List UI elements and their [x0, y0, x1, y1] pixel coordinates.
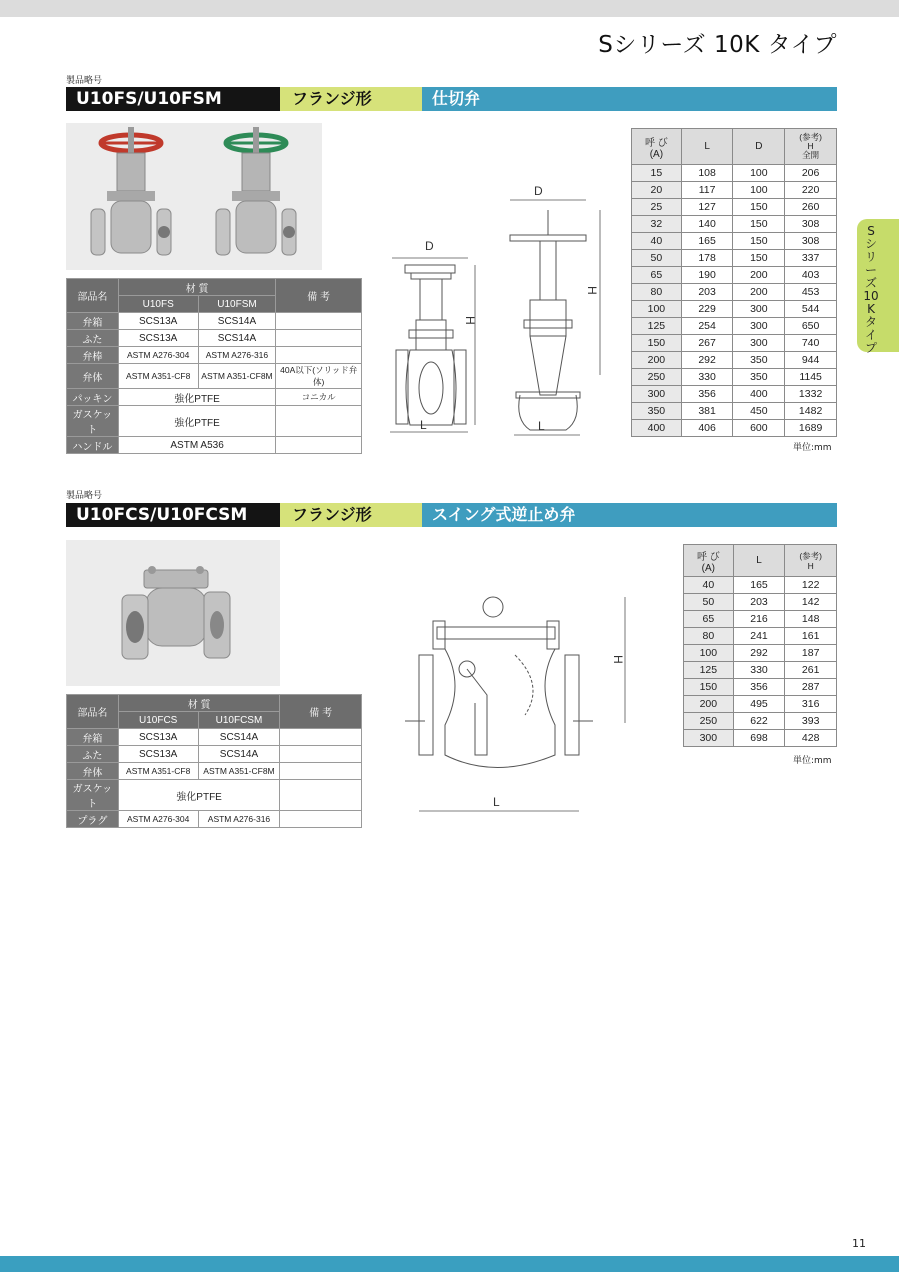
table-row	[684, 577, 837, 594]
side-tab-char: K	[867, 302, 875, 316]
dimension-value: 287	[785, 679, 837, 696]
dimension-value: 698	[733, 730, 785, 747]
dimension-value: 308	[785, 233, 837, 250]
dimension-value: 165	[733, 577, 785, 594]
material-value-a: ASTM A351-CF8	[118, 763, 198, 780]
dimension-value: 300	[733, 335, 785, 352]
side-tab	[857, 219, 899, 355]
table-row	[632, 318, 837, 335]
table-row	[684, 696, 837, 713]
table-row	[67, 406, 362, 437]
dimension-value: 453	[785, 284, 837, 301]
materials-table-check-valve	[66, 694, 362, 828]
nominal-size: 150	[632, 335, 682, 352]
table-row	[67, 330, 362, 347]
table-row	[632, 165, 837, 182]
model-title: U10FS/U10FSM	[66, 87, 280, 111]
header-col-b: U10FCSM	[198, 712, 280, 729]
side-tab-char: S	[867, 224, 875, 238]
header-material: 材 質	[118, 695, 280, 712]
dimension-value: 292	[733, 645, 785, 662]
side-tab-char: リ	[864, 250, 877, 264]
header-note: 備 考	[276, 279, 362, 313]
note-value	[276, 313, 362, 330]
dimension-value: 122	[785, 577, 837, 594]
part-name: ふた	[67, 746, 119, 763]
dimension-value: 740	[785, 335, 837, 352]
table-row	[632, 199, 837, 216]
table-row	[67, 780, 362, 811]
dimension-value: 203	[681, 284, 733, 301]
part-name: 弁体	[67, 763, 119, 780]
dimension-value: 190	[681, 267, 733, 284]
part-name: 弁体	[67, 364, 119, 389]
material-value-b: SCS14A	[198, 330, 276, 347]
dim-header-l: L	[733, 545, 785, 577]
dimension-value: 350	[733, 369, 785, 386]
connection-type: フランジ形	[280, 503, 422, 527]
dimension-value: 100	[733, 165, 785, 182]
side-tab-char: プ	[864, 341, 877, 355]
dimension-value: 337	[785, 250, 837, 267]
note-value	[280, 780, 362, 811]
note-value	[280, 763, 362, 780]
nominal-size: 40	[684, 577, 734, 594]
dimension-value: 140	[681, 216, 733, 233]
material-value-b: ASTM A276-316	[198, 347, 276, 364]
nominal-size: 65	[684, 611, 734, 628]
drawing-label-d-side: D	[425, 239, 434, 253]
dimensions-table-gate-valve	[631, 128, 837, 437]
drawing-label-d-front: D	[534, 184, 543, 198]
dimension-value: 350	[733, 352, 785, 369]
dim-header-nominal: 呼 び (A)	[632, 129, 682, 165]
material-value-b: SCS14A	[198, 746, 280, 763]
part-name: ガスケット	[67, 780, 119, 811]
material-value: 強化PTFE	[118, 406, 276, 437]
material-value: ASTM A536	[118, 437, 276, 454]
table-row	[632, 216, 837, 233]
table-row	[67, 364, 362, 389]
dimension-value: 316	[785, 696, 837, 713]
table-row	[67, 811, 362, 828]
dim-header-d: D	[733, 129, 785, 165]
dimension-value: 148	[785, 611, 837, 628]
table-row	[67, 763, 362, 780]
nominal-size: 150	[684, 679, 734, 696]
table-row	[632, 403, 837, 420]
nominal-size: 300	[632, 386, 682, 403]
dimension-value: 292	[681, 352, 733, 369]
table-row	[67, 746, 362, 763]
dimension-value: 330	[733, 662, 785, 679]
table-row	[67, 347, 362, 364]
dim-header-h: (参考) H	[785, 545, 837, 577]
nominal-size: 400	[632, 420, 682, 437]
dimension-value: 200	[733, 284, 785, 301]
table-row	[684, 730, 837, 747]
dimension-value: 450	[733, 403, 785, 420]
part-name: パッキン	[67, 389, 119, 406]
unit-label: 単位:mm	[793, 443, 832, 453]
drawing-label-h-side: H	[463, 316, 477, 325]
materials-table-gate-valve	[66, 278, 362, 454]
dimension-value: 300	[733, 318, 785, 335]
dim-header-l: L	[681, 129, 733, 165]
dimension-value: 200	[733, 267, 785, 284]
table-row	[632, 352, 837, 369]
material-value-b: ASTM A351-CF8M	[198, 364, 276, 389]
product-photo-check-valve	[66, 540, 280, 686]
nominal-size: 50	[684, 594, 734, 611]
dimension-value: 495	[733, 696, 785, 713]
nominal-size: 250	[632, 369, 682, 386]
dimension-value: 100	[733, 182, 785, 199]
dimension-value: 220	[785, 182, 837, 199]
connection-type: フランジ形	[280, 87, 422, 111]
dimension-value: 261	[785, 662, 837, 679]
side-tab-char: シ	[864, 237, 877, 251]
model-title: U10FCS/U10FCSM	[66, 503, 280, 527]
dimension-value: 206	[785, 165, 837, 182]
material-value-a: ASTM A351-CF8	[118, 364, 198, 389]
nominal-size: 125	[684, 662, 734, 679]
part-name: ふた	[67, 330, 119, 347]
dimension-value: 308	[785, 216, 837, 233]
material-value: 強化PTFE	[118, 389, 276, 406]
material-value-a: SCS13A	[118, 729, 198, 746]
part-name: ガスケット	[67, 406, 119, 437]
valve-type: スイング式逆止め弁	[422, 503, 837, 527]
header-col-a: U10FCS	[118, 712, 198, 729]
table-row	[684, 628, 837, 645]
table-row	[684, 645, 837, 662]
nominal-size: 350	[632, 403, 682, 420]
dimension-value: 127	[681, 199, 733, 216]
dimension-value: 544	[785, 301, 837, 318]
part-name: ハンドル	[67, 437, 119, 454]
dimension-value: 330	[681, 369, 733, 386]
table-row	[632, 386, 837, 403]
dimension-value: 400	[733, 386, 785, 403]
table-row	[684, 594, 837, 611]
nominal-size: 25	[632, 199, 682, 216]
side-tab-char: 10	[863, 289, 879, 303]
drawing-label-l-side: L	[420, 418, 427, 432]
series-title: Sシリーズ 10K タイプ	[598, 32, 837, 58]
dimension-value: 650	[785, 318, 837, 335]
table-row	[632, 182, 837, 199]
dimension-value: 403	[785, 267, 837, 284]
header-note: 備 考	[280, 695, 362, 729]
table-row	[632, 284, 837, 301]
page-number: 11	[852, 1237, 866, 1250]
dimension-value: 428	[785, 730, 837, 747]
dimensions-table-check-valve	[683, 544, 837, 747]
material-value-b: ASTM A351-CF8M	[198, 763, 280, 780]
material-value-a: SCS13A	[118, 746, 198, 763]
note-value	[276, 437, 362, 454]
nominal-size: 200	[684, 696, 734, 713]
dimension-value: 108	[681, 165, 733, 182]
nominal-size: 40	[632, 233, 682, 250]
drawing-label-h-front: H	[585, 286, 599, 295]
dimension-value: 216	[733, 611, 785, 628]
nominal-size: 65	[632, 267, 682, 284]
dimension-value: 150	[733, 233, 785, 250]
dimension-value: 1145	[785, 369, 837, 386]
header-material: 材 質	[118, 279, 276, 296]
dimension-value: 150	[733, 216, 785, 233]
dimension-value: 600	[733, 420, 785, 437]
dimension-value: 117	[681, 182, 733, 199]
bottom-bar	[0, 1256, 899, 1272]
note-value	[280, 746, 362, 763]
table-row	[67, 389, 362, 406]
drawing-label-l-front: L	[538, 419, 545, 433]
dimension-value: 203	[733, 594, 785, 611]
nominal-size: 20	[632, 182, 682, 199]
table-row	[67, 313, 362, 330]
dimension-value: 356	[681, 386, 733, 403]
drawing-label-l: L	[493, 795, 500, 809]
note-value	[280, 729, 362, 746]
dim-header-nominal: 呼 び (A)	[684, 545, 734, 577]
material-value-b: ASTM A276-316	[198, 811, 280, 828]
dimension-value: 241	[733, 628, 785, 645]
note-value	[276, 406, 362, 437]
material-value-a: SCS13A	[118, 313, 198, 330]
note-value	[276, 347, 362, 364]
valve-type: 仕切弁	[422, 87, 837, 111]
table-row	[684, 679, 837, 696]
note-value	[280, 811, 362, 828]
side-tab-char: ー	[864, 263, 877, 277]
dimension-value: 165	[681, 233, 733, 250]
dimension-value: 393	[785, 713, 837, 730]
dimension-value: 381	[681, 403, 733, 420]
material-value-a: ASTM A276-304	[118, 347, 198, 364]
dimension-value: 254	[681, 318, 733, 335]
table-row	[684, 713, 837, 730]
dimension-value: 406	[681, 420, 733, 437]
material-value-b: SCS14A	[198, 313, 276, 330]
product-code-label: 製品略号	[66, 76, 103, 86]
dim-header-h: (参考) H 全開	[785, 129, 837, 165]
nominal-size: 200	[632, 352, 682, 369]
nominal-size: 80	[632, 284, 682, 301]
dimension-value: 1689	[785, 420, 837, 437]
dimension-value: 356	[733, 679, 785, 696]
table-row	[684, 662, 837, 679]
part-name: 弁箱	[67, 729, 119, 746]
dimension-value: 622	[733, 713, 785, 730]
dimension-value: 142	[785, 594, 837, 611]
dimension-value: 229	[681, 301, 733, 318]
header-part: 部品名	[67, 695, 119, 729]
table-row	[684, 611, 837, 628]
header-part: 部品名	[67, 279, 119, 313]
material-value: 強化PTFE	[118, 780, 280, 811]
header-col-b: U10FSM	[198, 296, 276, 313]
nominal-size: 300	[684, 730, 734, 747]
dimension-value: 161	[785, 628, 837, 645]
product-code-label: 製品略号	[66, 491, 103, 501]
table-row	[632, 301, 837, 318]
product-photo-gate-valve	[66, 123, 322, 270]
table-row	[632, 250, 837, 267]
dimension-value: 150	[733, 250, 785, 267]
dimension-value: 178	[681, 250, 733, 267]
nominal-size: 100	[684, 645, 734, 662]
header-col-a: U10FS	[118, 296, 198, 313]
note-value: 40A以下(ソリッド弁体)	[276, 364, 362, 389]
gate-valve-drawing	[380, 180, 615, 442]
part-name: 弁棒	[67, 347, 119, 364]
side-tab-char: タ	[864, 315, 877, 329]
dimension-value: 300	[733, 301, 785, 318]
nominal-size: 250	[684, 713, 734, 730]
nominal-size: 100	[632, 301, 682, 318]
side-tab-char: ズ	[864, 276, 877, 290]
nominal-size: 125	[632, 318, 682, 335]
unit-label: 単位:mm	[793, 756, 832, 766]
dimension-value: 267	[681, 335, 733, 352]
nominal-size: 80	[684, 628, 734, 645]
table-row	[632, 267, 837, 284]
dimension-value: 260	[785, 199, 837, 216]
top-bar	[0, 0, 899, 17]
note-value: コニカル	[276, 389, 362, 406]
drawing-label-h: H	[611, 655, 625, 664]
table-row	[67, 729, 362, 746]
nominal-size: 15	[632, 165, 682, 182]
nominal-size: 32	[632, 216, 682, 233]
dimension-value: 187	[785, 645, 837, 662]
table-row	[632, 335, 837, 352]
side-tab-char: イ	[864, 328, 877, 342]
part-name: 弁箱	[67, 313, 119, 330]
table-row	[632, 420, 837, 437]
table-row	[632, 233, 837, 250]
material-value-a: SCS13A	[118, 330, 198, 347]
dimension-value: 1482	[785, 403, 837, 420]
note-value	[276, 330, 362, 347]
table-row	[632, 369, 837, 386]
table-row	[67, 437, 362, 454]
dimension-value: 150	[733, 199, 785, 216]
part-name: プラグ	[67, 811, 119, 828]
nominal-size: 50	[632, 250, 682, 267]
dimension-value: 944	[785, 352, 837, 369]
material-value-b: SCS14A	[198, 729, 280, 746]
side-tab-label	[857, 225, 885, 355]
dimension-value: 1332	[785, 386, 837, 403]
check-valve-drawing	[405, 585, 635, 820]
material-value-a: ASTM A276-304	[118, 811, 198, 828]
